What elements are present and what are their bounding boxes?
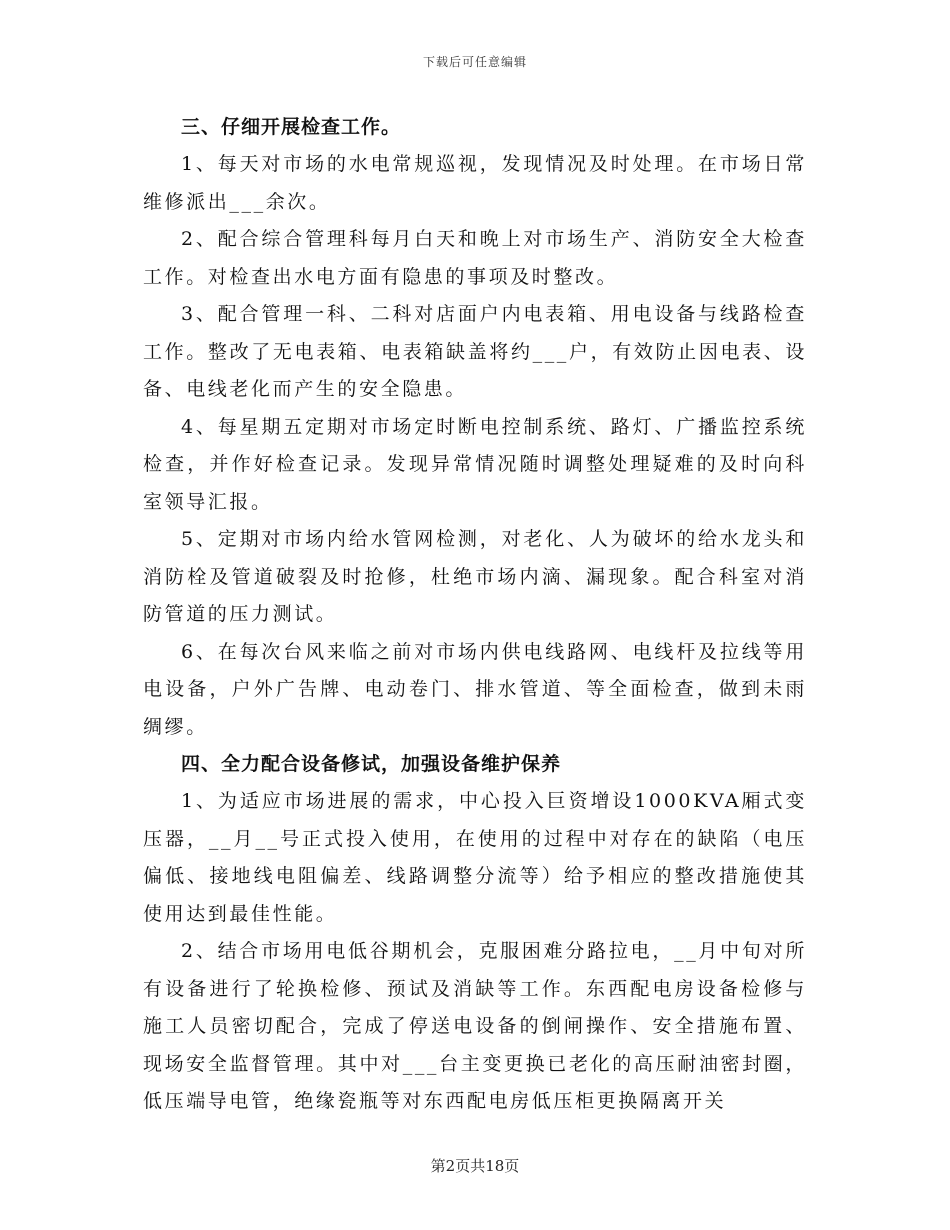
section-inspection [143, 109, 807, 746]
paragraph: 5、定期对市场内给水管网检测，对老化、人为破坏的给水龙头和消防栓及管道破裂及时抢修，杜绝市场内滴、漏现象。配合科室对消防管道的压力测试。 [143, 528, 807, 625]
page-header: 下载后可任意编辑 [422, 55, 527, 69]
section-heading: 四、全力配合设备修试，加强设备维护保养 [181, 753, 562, 775]
paragraph: 3、配合管理一科、二科对店面户内电表箱、用电设备与线路检查工作。整改了无电表箱、电表箱缺盖将约___户，有效防止因电表、设备、电线老化而产生的安全隐患。 [143, 303, 807, 400]
paragraph: 2、结合市场用电低谷期机会，克服困难分路拉电，__月中旬对所有设备进行了轮换检修、预试及消缺等工作。东西配电房设备检修与施工人员密切配合，完成了停送电设备的倒闸操作、安全措施布置、现场安全监督管理。其中对___台主变更换已老化的高压耐油密封圈，低压端导电管，绝缘瓷瓶等对东西配电房低压柜更换隔离开关 [143, 940, 807, 1112]
section-heading: 三、仔细开展检查工作。 [181, 116, 402, 138]
paragraph: 1、每天对市场的水电常规巡视，发现情况及时处理。在市场日常维修派出___余次。 [143, 153, 807, 213]
page-footer: 第2页共18页 [430, 1157, 520, 1175]
paragraph: 2、配合综合管理科每月白天和晚上对市场生产、消防安全大检查工作。对检查出水电方面有隐患的事项及时整改。 [143, 228, 807, 288]
paragraph: 6、在每次台风来临之前对市场内供电线路网、电线杆及拉线等用电设备，户外广告牌、电动卷门、排水管道、等全面检查，做到未雨绸缪。 [143, 640, 807, 738]
paragraph: 1、为适应市场进展的需求，中心投入巨资增设1000KVA厢式变压器，__月__号正式投入使用，在使用的过程中对存在的缺陷（电压偏低、接地线电阻偏差、线路调整分流等）给予相应的整改措施使其使用达到最佳性能。 [143, 790, 807, 925]
paragraph: 4、每星期五定期对市场定时断电控制系统、路灯、广播监控系统检查，并作好检查记录。发现异常情况随时调整处理疑难的及时向科室领导汇报。 [143, 415, 807, 513]
section-equipment-maintenance [143, 746, 807, 1121]
document-body [143, 109, 807, 1121]
